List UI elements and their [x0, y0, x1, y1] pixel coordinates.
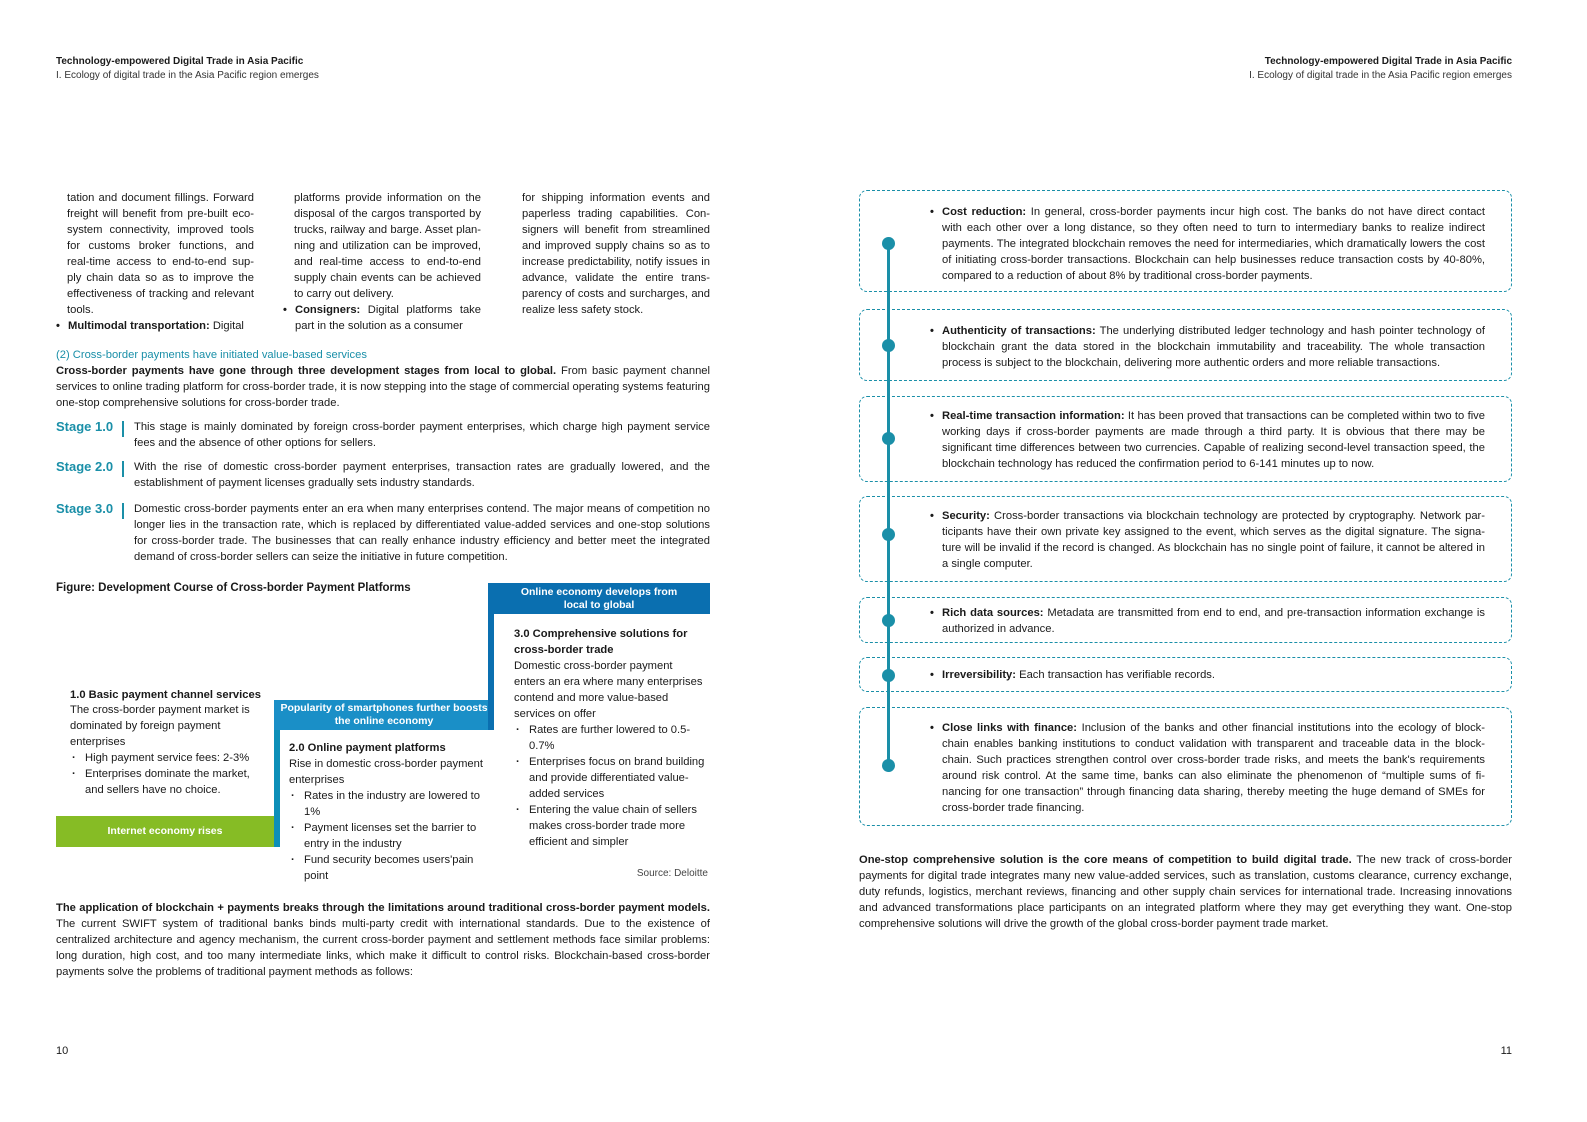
- text-column-2: [283, 190, 481, 334]
- timeline-dot: [882, 339, 895, 352]
- closing-text: The new track of cross-border payments for digital trade integrates many new value-added services, such as translation, customs clearance, currency exchange, duty refunds, logistics, merchant reviews, financing and other supply chain services for international trade. Increasing innovations and advanced transformations place participants on an integrated platform where they may get everything they want. One-stop comprehensive solutions will drive the growth of the global cross-border payment trade market.: [859, 854, 1512, 930]
- timeline-dot: [882, 237, 895, 250]
- benefit-box-cost: [859, 190, 1512, 292]
- benefit-text: The underlying distributed ledger technology and hash pointer technology of blockchain grant the data stored in the blockchain immutability and traceability. The whole transaction process is subject to the blockchain, delivering more authentic orders and more reliable transactions.: [942, 325, 1486, 369]
- timeline-dot: [882, 528, 895, 541]
- figure-bullet: · Payment licenses set the barrier to entry in the industry: [289, 820, 492, 852]
- figure-stage-title: 2.0 Online payment platforms: [289, 742, 446, 754]
- benefit-item: [930, 408, 1485, 472]
- stage-item-3: [56, 501, 710, 565]
- benefit-item: [930, 204, 1485, 284]
- timeline-dot: [882, 759, 895, 772]
- header-title: Technology-empowered Digital Trade in Asia Pacific: [1264, 56, 1512, 67]
- closing-text: The current SWIFT system of traditional banks binds multi-party credit with international standards. Due to the existence of centralized architecture and agency mechanism, the current cross-border payment and settlement methods face similar problems: long duration, high cost, and too many intermediate links, which make it difficult to control risks. Blockchain-based cross-border payments solve the problems of traditional payment methods as follows:: [56, 918, 710, 978]
- figure-bullet: · Enterprises focus on brand building and provide differentiated value-added services: [514, 754, 706, 802]
- benefit-item: [930, 667, 1485, 683]
- benefit-item: [930, 323, 1485, 371]
- benefit-box-realtime: [859, 396, 1512, 482]
- benefit-text: Each transaction has verifiable records.: [1019, 669, 1215, 681]
- page-header-left: [56, 56, 319, 81]
- figure-bullet: · Enterprises dominate the market, and sellers have no choice.: [70, 766, 264, 798]
- benefit-label: Authenticity of transactions:: [942, 325, 1096, 337]
- stage-label: Stage 2.0: [56, 459, 114, 474]
- figure-bullet: · High payment service fees: 2-3%: [70, 750, 264, 766]
- closing-bold: One-stop comprehensive solution is the core means of competition to build digital trade.: [859, 854, 1352, 866]
- stage-item-2: [56, 459, 710, 491]
- benefit-box-irreversibility: [859, 657, 1512, 692]
- stage-label: Stage 1.0: [56, 419, 114, 434]
- column-text: tation and document fillings. Forward freight will benefit from pre-built eco-system connectivity, improved tools for customs broker functions, and real-time access to end-to-end sup-ply chain data so as to improve the effectiveness of tracking and relevant tools.: [67, 192, 254, 316]
- section-heading: (2) Cross-border payments have initiated value-based services: [56, 349, 367, 361]
- closing-paragraph-right: [859, 852, 1512, 932]
- stage-text: Domestic cross-border payments enter an era when many enterprises contend. The major means of competition no longer lies in the transaction rate, which is replaced by differentiated value-added services and one-stop solutions for cross-border trade. The businesses that can really enhance industry efficiency and better meet the integrated demand of cross-border sellers can seize the initiative in future competition.: [134, 503, 710, 563]
- figure-stage-title: 1.0 Basic payment channel services: [70, 689, 261, 701]
- benefit-text: In general, cross-border payments incur high cost. The banks do not have direct contact with each other over a long distance, so they often need to turn to intermediary banks to realize indirect payments. The integrated blockchain removes the need for intermediaries, which dramatically lowers the cost of initiating cross-border transactions. Blockchain can help businesses reduce transaction costs by 40-80%, compared to a reduction of about 8% by traditional cross-border payments.: [942, 206, 1485, 282]
- header-subtitle: I. Ecology of digital trade in the Asia Pacific region emerges: [1249, 70, 1512, 81]
- page-number-right: 11: [1500, 1045, 1512, 1057]
- band-smartphones: Popularity of smartphones further boosts the online economy: [274, 700, 494, 730]
- benefit-item: [930, 720, 1485, 816]
- stage-divider: [122, 503, 124, 519]
- stage-text: This stage is mainly dominated by foreign cross-border payment enterprises, which charge high payment service fees and the absence of other options for sellers.: [134, 421, 710, 449]
- timeline-dot: [882, 614, 895, 627]
- column-text: for shipping information events and paperless trading capabilities. Con-signers will benefit from streamlined and improved supply chains so as to increase predictability, notify issues in advance, validate the entire trans-parency of costs and surcharges, and realize less safety stock.: [522, 192, 710, 316]
- timeline-dot: [882, 669, 895, 682]
- benefit-item: [930, 605, 1485, 637]
- figure-stage-title: 3.0 Comprehensive solutions for cross-border trade: [514, 628, 688, 656]
- benefit-item: [930, 508, 1485, 572]
- intro-bold: Cross-border payments have gone through three development stages from local to global.: [56, 365, 557, 377]
- benefit-text: Cross-border transactions via blockchain technology are protected by cryptography. Network par-ticipants have their own private key assigned to the event, which serves as the digital signature. The signa-ture will be invalid if the record is changed. As blockchain has no single point of failure, it cannot be altered in a single computer.: [942, 510, 1486, 570]
- figure-source: Source: Deloitte: [636, 868, 708, 879]
- page-number-left: 10: [56, 1045, 69, 1057]
- benefit-text: It has been proved that transactions can be completed within two to five working days if cross-border payments are made through a third party. It is obvious that there may be significant time differences between two currencies. Capable of realizing second-level transaction speed, the blockchain technology has reduced the confirmation period to 6-141 minutes up to now.: [942, 410, 1485, 470]
- text-column-3: [522, 190, 710, 318]
- benefit-label: Rich data sources:: [942, 607, 1044, 619]
- benefit-label: Real-time transaction information:: [942, 410, 1125, 422]
- timeline-dot: [882, 432, 895, 445]
- benefit-box-security: [859, 496, 1512, 582]
- figure-stage-3: [514, 626, 706, 850]
- figure-stage-desc: The cross-border payment market is dominated by foreign payment enterprises: [70, 704, 250, 748]
- bullet-label: Consigners:: [295, 304, 361, 316]
- band-online-economy: Online economy develops from local to global: [488, 583, 710, 614]
- stage-item-1: [56, 419, 710, 451]
- figure-bullet: · Fund security becomes users'pain point: [289, 852, 492, 884]
- bullet-text: Digital platforms take part in the solution as a consumer: [295, 304, 481, 332]
- benefit-box-authenticity: [859, 309, 1512, 381]
- benefit-box-data-sources: [859, 597, 1512, 643]
- figure-stage-desc: Rise in domestic cross-border payment enterprises: [289, 758, 483, 786]
- header-title: Technology-empowered Digital Trade in Asia Pacific: [56, 56, 304, 67]
- closing-paragraph-left: [56, 900, 710, 980]
- intro-paragraph: [56, 363, 710, 411]
- intro-text: From basic payment channel services to online trading platform for cross-border trade, it is now stepping into the stage of commercial operating systems featuring one-stop comprehensive solutions for cross-border trade.: [56, 365, 710, 409]
- figure-stage-1: [70, 688, 264, 798]
- benefit-label: Close links with finance:: [942, 722, 1077, 734]
- figure-stage-desc: Domestic cross-border payment enters an era where many enterprises contend and more value-based services on offer: [514, 660, 703, 720]
- figure-bullet: · Entering the value chain of sellers makes cross-border trade more efficient and simpler: [514, 802, 706, 850]
- bullet-text: Digital: [212, 320, 244, 332]
- bullet-item: [283, 302, 481, 334]
- figure-title: Figure: Development Course of Cross-border Payment Platforms: [56, 582, 411, 594]
- page-header-right: [1249, 56, 1512, 81]
- benefit-box-finance: [859, 707, 1512, 826]
- bullet-item: [56, 318, 254, 334]
- benefit-text: Inclusion of the banks and other financial institutions into the ecology of block-chain enables banking institutions to conduct validation with transparent and traceable data in the block-chain. Such practices strengthen control over cross-border trade risks, and meets the bank's requirements around risk control. At the same time, banks can also eliminate the phenomenon of “multiple sums of fi-nancing for one transaction” through financing data sharing, thereby meeting the huge demand of SMEs for cross-border trade financing.: [942, 722, 1485, 814]
- figure-stage-2: [289, 740, 492, 884]
- figure-bullet: · Rates are further lowered to 0.5-0.7%: [514, 722, 706, 754]
- bullet-label: Multimodal transportation:: [68, 320, 210, 332]
- column-text: platforms provide information on the disposal of the cargos transported by trucks, railway and barge. Asset plan-ning and utilization can be improved, and real-time access to end-to-end supply chain events can be achieved to carry out delivery.: [294, 192, 481, 300]
- figure-bullet: · Rates in the industry are lowered to 1%: [289, 788, 492, 820]
- benefit-label: Security:: [942, 510, 990, 522]
- benefit-label: Irreversibility:: [942, 669, 1016, 681]
- benefit-text: Metadata are transmitted from end to end, and pre-transaction information exchange is authorized in advance.: [942, 607, 1485, 635]
- closing-bold: The application of blockchain + payments breaks through the limitations around traditional cross-border payment models.: [56, 902, 710, 914]
- stage-divider: [122, 461, 124, 477]
- header-subtitle: I. Ecology of digital trade in the Asia Pacific region emerges: [56, 70, 319, 81]
- stage-divider: [122, 421, 124, 437]
- band-internet-economy: Internet economy rises: [56, 816, 274, 847]
- text-column-1: [56, 190, 254, 334]
- stage-text: With the rise of domestic cross-border payment enterprises, transaction rates are gradually lowered, and the establishment of payment licenses gradually sets industry standards.: [134, 461, 710, 489]
- stage-label: Stage 3.0: [56, 501, 114, 516]
- benefit-label: Cost reduction:: [942, 206, 1027, 218]
